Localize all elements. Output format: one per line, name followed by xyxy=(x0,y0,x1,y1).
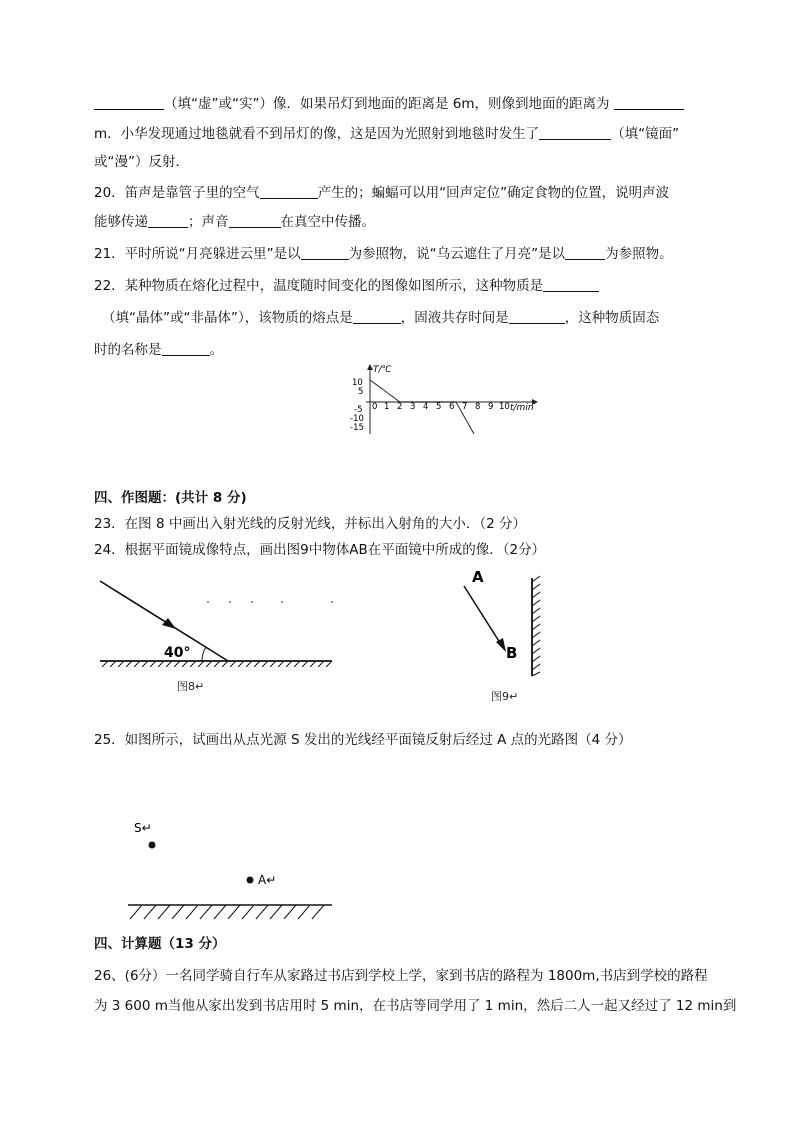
point-a xyxy=(247,877,254,884)
x-tick: 2 xyxy=(397,402,403,412)
x-tick: 4 xyxy=(423,402,429,412)
ray-arrow xyxy=(162,618,176,629)
answer-blank[interactable] xyxy=(260,184,318,199)
x-tick: 3 xyxy=(410,402,416,412)
point-a-label: A↵ xyxy=(258,873,277,887)
surface-hatching xyxy=(102,661,332,667)
q21-line: 21．平时所说“月亮躲进云里”是以 为参照物，说“乌云遮住了月亮”是以 为参照物。 xyxy=(94,246,673,262)
point-s-label: S↵ xyxy=(134,821,152,835)
x-tick: 8 xyxy=(475,402,481,412)
angle-arc xyxy=(202,647,206,661)
heating-solid-segment xyxy=(370,380,400,402)
answer-blank[interactable] xyxy=(565,245,605,260)
figure-8-caption: 图8↵ xyxy=(177,680,205,693)
answer-blank[interactable] xyxy=(509,309,565,324)
faint-dots xyxy=(207,601,333,603)
q22-line-3: 时的名称是 。 xyxy=(94,342,223,358)
calc-section-heading: 四、计算题（13 分） xyxy=(94,936,226,952)
q19-line-2: m．小华发现通过地毯就看不到吊灯的像，这是因为光照射到地毯时发生了 （填“镜面” xyxy=(94,126,680,142)
q26-line-1: 26、(6分）一名同学骑自行车从家路过书店到学校上学，家到书店的路程为 1800m,书店到学校的路程 xyxy=(94,968,708,984)
answer-blank[interactable] xyxy=(539,125,611,140)
answer-blank[interactable] xyxy=(162,341,210,356)
answer-blank[interactable] xyxy=(229,213,281,228)
q20-line-1: 20．笛声是靠管子里的空气 产生的；蝙蝠可以用“回声定位”确定食物的位置，说明声波 xyxy=(94,185,670,201)
x-tick-labels xyxy=(372,402,510,412)
angle-label: 40° xyxy=(164,645,191,661)
mirror-hatching xyxy=(532,576,540,676)
temperature-axis-label: T/℃ xyxy=(373,365,392,375)
y-tick: 10 xyxy=(352,378,363,388)
time-axis-label: t/min xyxy=(510,403,534,413)
answer-blank[interactable] xyxy=(148,213,188,228)
object-ab xyxy=(464,586,502,646)
x-tick: 7 xyxy=(462,402,468,412)
q22-line-1: 22．某种物质在熔化过程中，温度随时间变化的图像如图所示，这种物质是 xyxy=(94,276,599,296)
point-b-label: B xyxy=(506,644,518,662)
q23-line: 23．在图 8 中画出入射光线的反射光线，并标出入射角的大小．（2 分） xyxy=(94,516,526,532)
melting-graph xyxy=(340,362,540,442)
x-tick: 5 xyxy=(436,402,442,412)
x-tick: 9 xyxy=(488,402,494,412)
y-tick-labels xyxy=(350,378,364,433)
q20-line-2: 能够传递 ；声音 在真空中传播。 xyxy=(94,214,375,230)
q26-line-2: 为 3 600 m当他从家出发到书店用时 5 min，在书店等同学用了 1 min，然后二人一起又经过了 12 min到 xyxy=(94,998,737,1014)
mirror-hatching xyxy=(130,905,324,919)
answer-blank[interactable] xyxy=(614,95,684,110)
figure-25 xyxy=(128,818,348,928)
x-tick: 0 xyxy=(372,402,378,412)
answer-blank[interactable] xyxy=(301,245,349,260)
q19-line-1: （填“虚”或“实”）像．如果吊灯到地面的距离是 6m，则像到地面的距离为 xyxy=(94,94,684,114)
answer-blank[interactable] xyxy=(543,277,599,292)
y-tick: -10 xyxy=(350,414,364,424)
x-tick: 10 xyxy=(499,402,510,412)
answer-blank[interactable] xyxy=(353,309,401,324)
figure-9-caption: 图9↵ xyxy=(491,690,519,703)
x-tick: 6 xyxy=(449,402,455,412)
y-tick: 5 xyxy=(358,387,364,397)
answer-blank[interactable] xyxy=(94,95,164,110)
section-4-heading: 四、作图题：(共计 8 分) xyxy=(94,490,247,506)
light-source-s xyxy=(149,842,156,849)
y-tick: -15 xyxy=(350,423,364,433)
q25-line: 25．如图所示，试画出从点光源 S 发出的光线经平面镜反射后经过 A 点的光路图（4 分） xyxy=(94,732,632,748)
figure-8 xyxy=(100,575,340,665)
y-tick: -5 xyxy=(354,405,363,415)
point-a-label: A xyxy=(472,568,484,586)
q22-line-2: （填“晶体”或“非晶体”），该物质的熔点是 ，固液共存时间是 ，这种物质固态 xyxy=(102,310,660,326)
q19-line-3: 或“漫”）反射． xyxy=(94,154,189,170)
q24-line: 24．根据平面镜成像特点，画出图9中物体AB在平面镜中所成的像．（2分） xyxy=(94,542,546,558)
x-tick: 1 xyxy=(384,402,390,412)
figure-9 xyxy=(470,568,560,680)
